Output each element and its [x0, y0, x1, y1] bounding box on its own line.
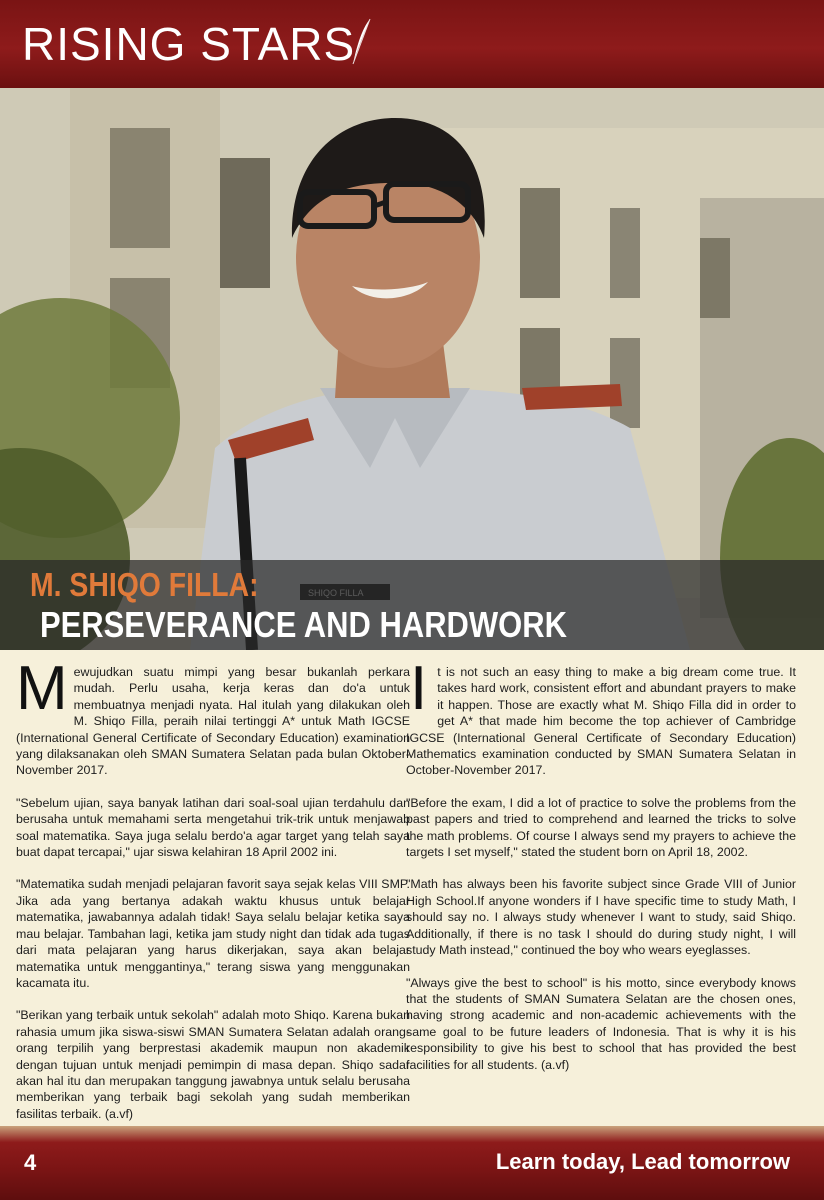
- article-column-english: [406, 654, 796, 1089]
- article-paragraph: "Math has always been his favorite subject since Grade VIII of Junior High School.If anyone wonders if I have specific time to study Math, I should say no. I always study whenever I want to study, said Shiqo. Additionally, if there is no task I should do during study night, I will study Math instead," continued the boy who wears eyeglasses.: [406, 877, 796, 958]
- article-paragraph: "Berikan yang terbaik untuk sekolah" adalah moto Shiqo. Karena bukan rahasia umum jika siswa-siswi SMAN Sumatera Selatan adalah orang-orang terpilih yang berprestasi akademik maupun non akademik dengan tujuan untuk menjadi pemimpin di masa depan. Shiqo sadar akan hal itu dan merupakan tanggung jawabnya untuk selalu berusaha memberikan yang terbaik bagi sekolah yang sudah memberikan fasilitas terbaik. (a.vf): [16, 1008, 410, 1121]
- footer-slogan: Learn today, Lead tomorrow: [495, 1149, 790, 1174]
- section-title: RISING STARS: [22, 18, 356, 70]
- page-number: 4: [24, 1150, 37, 1175]
- article-paragraph: "Matematika sudah menjadi pelajaran favorit saya sejak kelas VIII SMP. Jika ada yang bertanya adakah waktu khusus untuk belajar matematika, jawabannya adalah tidak! Saya selalu belajar ketika saya mau belajar. Tambahan lagi, ketika jam study night dan tidak ada tugas dari mata pelajaran yang harus dikerjakan, saya akan belajar matematika untuk menggantinya," terang siswa yang menggunakan kacamata itu.: [16, 877, 410, 990]
- article-paragraph: "Always give the best to school" is his motto, since everybody knows that the students of SMAN Sumatera Selatan are the chosen ones, having strong academic and non-academic achievements with the same goal to be future leaders of Indonesia. That is why it is his responsibility to give his best to school that has provided the best facilities for all students. (a.vf): [406, 975, 796, 1072]
- drop-cap: M: [16, 654, 68, 723]
- headline-subtitle: PERSEVERANCE AND HARDWORK: [40, 604, 567, 645]
- article-paragraph: Mewujudkan suatu mimpi yang besar bukanlah perkara mudah. Perlu usaha, kerja keras dan do'a untuk membuatnya menjadi nyata. Hal itulah yang dilakukan oleh M. Shiqo Filla, peraih nilai tertinggi A* untuk Math IGCSE (International General Certificate of Secondary Education) examination yang dilaksanakan oleh SMAN Sumatera Selatan pada bulan Oktober-November 2017.: [16, 654, 410, 778]
- drop-cap: I: [410, 654, 428, 723]
- article-paragraph: "Before the exam, I did a lot of practice to solve the problems from the past papers and tried to comprehend and learned the tricks to solve the math problems. Of course I always send my prayers to achieve the targets I set myself," stated the student born on April 18, 2002.: [406, 795, 796, 860]
- headline-name: M. SHIQO FILLA:: [30, 566, 259, 603]
- quill-icon: [350, 18, 372, 66]
- article-paragraph: It is not such an easy thing to make a big dream come true. It takes hard work, consistent effort and abundant prayers to make it happen. Those are exactly what M. Shiqo Filla did in order to get A* that made him become the top achiever of Cambridge IGCSE (International General Certificate of Secondary Education) Mathematics examination conducted by SMAN Sumatera Selatan in October-November 2017.: [406, 654, 796, 778]
- article-column-indonesian: [16, 654, 410, 1138]
- article-paragraph: "Sebelum ujian, saya banyak latihan dari soal-soal ujian terdahulu dan berusaha untuk memahami serta mengetahui trik-trik untuk menjawab soal matematika. Saya juga selalu berdo'a agar target yang telah saya buat dapat tercapai," ujar siswa kelahiran 18 April 2002 ini.: [16, 795, 410, 860]
